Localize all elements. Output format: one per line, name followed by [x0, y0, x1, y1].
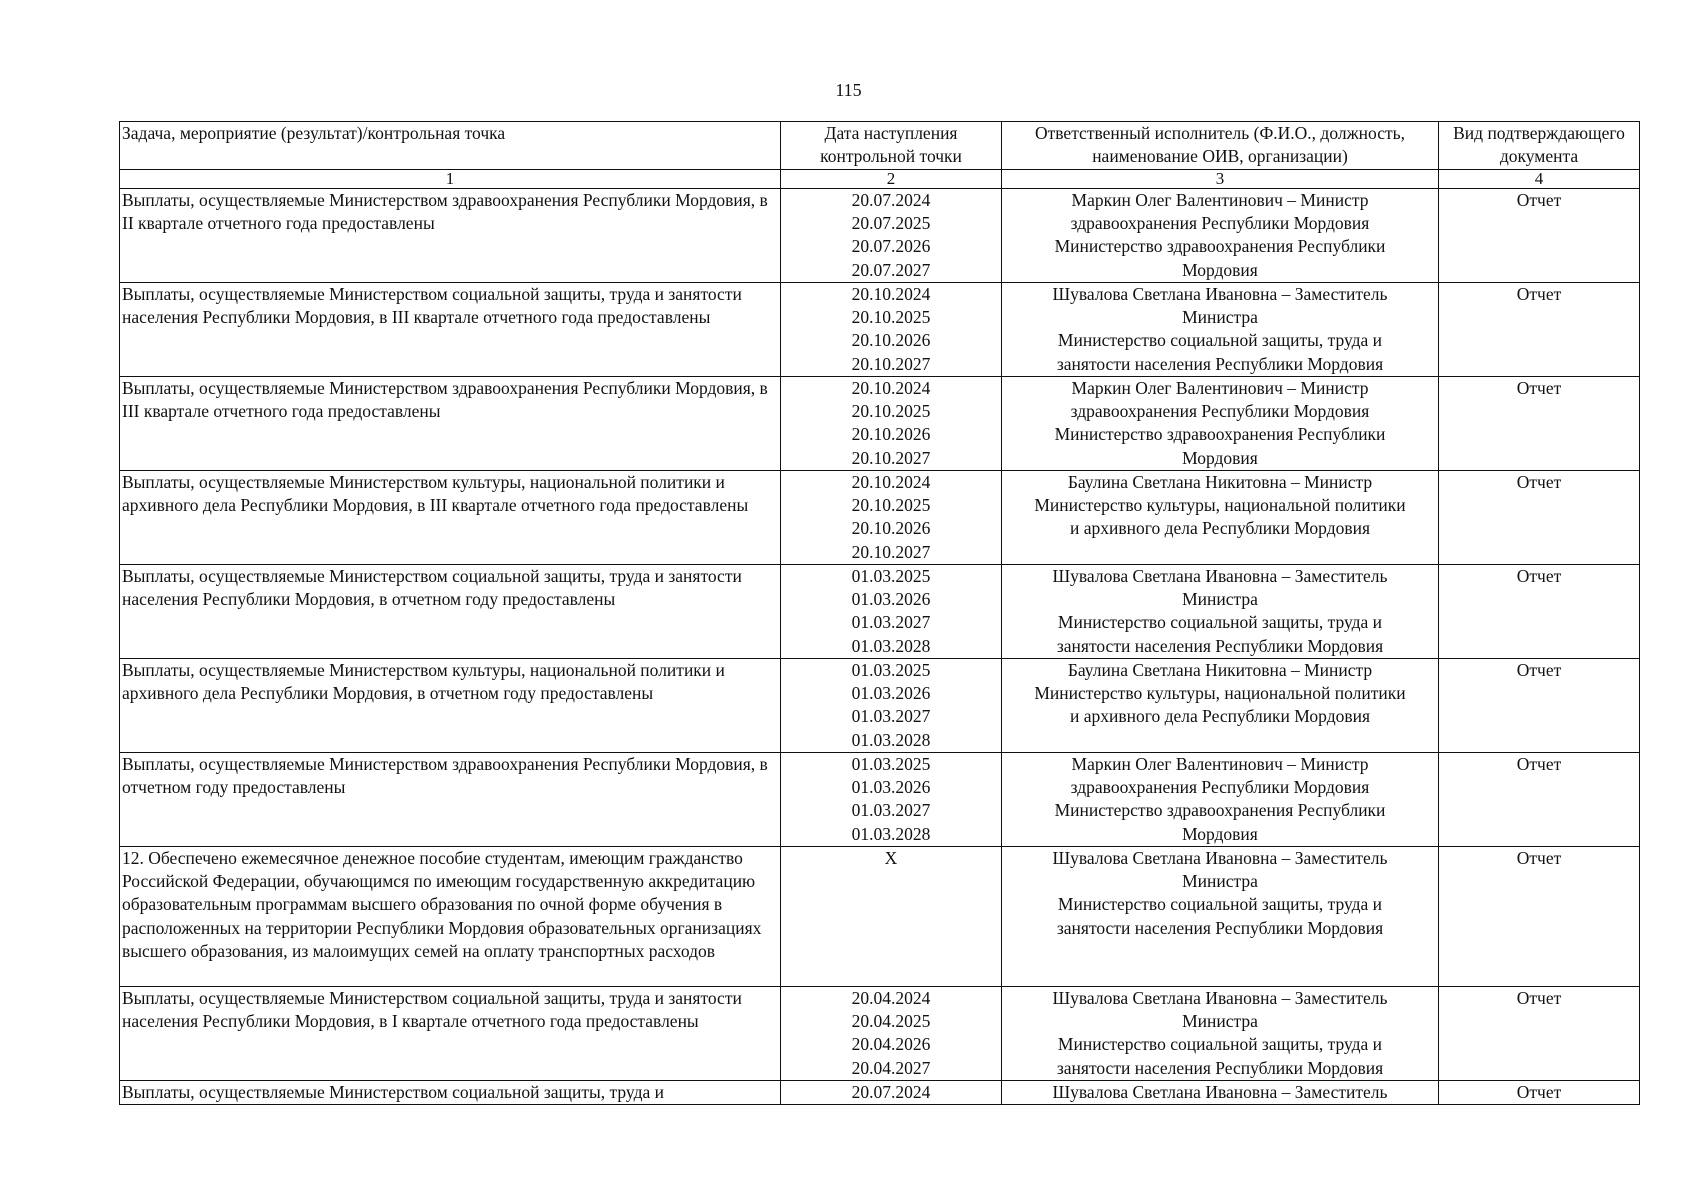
executor-line: Маркин Олег Валентинович – Министр: [1071, 754, 1369, 774]
header-executor: Ответственный исполнитель (Ф.И.О., должность, наименование ОИВ, организации): [1002, 122, 1439, 170]
executor-cell: [1002, 847, 1439, 987]
control-date: 01.03.2028: [851, 635, 931, 656]
control-date: 01.03.2027: [851, 706, 931, 727]
control-date: 20.07.2024: [851, 190, 931, 210]
executor-line: Министра: [1182, 871, 1258, 892]
executor-line: Шувалова Светлана Ивановна – Заместитель: [1052, 284, 1388, 304]
task-cell: Выплаты, осуществляемые Министерством здравоохранения Республики Мордовия, в отчетном году предоставлены: [120, 753, 781, 847]
control-date: 01.03.2027: [851, 800, 931, 821]
document-type-cell: Отчет: [1439, 377, 1640, 471]
executor-line: Баулина Светлана Никитовна – Министр: [1067, 660, 1373, 680]
executor-line: Шувалова Светлана Ивановна – Заместитель: [1052, 988, 1388, 1008]
executor-cell: [1002, 753, 1439, 847]
executor-line: Шувалова Светлана Ивановна – Заместитель: [1052, 1082, 1388, 1102]
table-row: [120, 987, 1640, 1081]
executor-line: Министерство социальной защиты, труда и: [1057, 894, 1383, 915]
executor-line: Мордовия: [1182, 259, 1258, 280]
executor-line: Баулина Светлана Никитовна – Министр: [1067, 472, 1373, 492]
table-header-row: [120, 122, 1640, 170]
executor-line: Министерство культуры, национальной политики: [1034, 683, 1406, 704]
task-cell: Выплаты, осуществляемые Министерством социальной защиты, труда и занятости населения Республики Мордовия, в III квартале отчетного года предоставлены: [120, 283, 781, 377]
executor-line: и архивного дела Республики Мордовия: [1069, 518, 1371, 539]
executor-line: Маркин Олег Валентинович – Министр: [1071, 378, 1369, 398]
control-date: 20.10.2026: [851, 518, 931, 539]
date-cell: [781, 471, 1002, 565]
control-date: 20.10.2025: [851, 495, 931, 516]
table-row: [120, 1081, 1640, 1105]
control-date: 20.07.2024: [851, 1082, 931, 1102]
executor-line: Министерство культуры, национальной политики: [1034, 495, 1406, 516]
task-cell: Выплаты, осуществляемые Министерством культуры, национальной политики и архивного дела Республики Мордовия, в III квартале отчетного года предоставлены: [120, 471, 781, 565]
header-document: Вид подтверждающего документа: [1439, 122, 1640, 170]
control-date: 20.10.2027: [851, 353, 931, 374]
document-type-cell: Отчет: [1439, 189, 1640, 283]
executor-line: занятости населения Республики Мордовия: [1056, 353, 1384, 374]
table-row: [120, 847, 1640, 987]
control-date: 20.04.2025: [851, 1011, 931, 1032]
executor-line: и архивного дела Республики Мордовия: [1069, 706, 1371, 727]
date-cell: [781, 659, 1002, 753]
table-body: [120, 189, 1640, 1105]
control-date: 20.10.2027: [851, 447, 931, 468]
executor-line: Министерство здравоохранения Республики: [1054, 800, 1386, 821]
control-date: 01.03.2025: [851, 754, 931, 774]
column-number: 3: [1002, 170, 1439, 189]
document-type-cell: Отчет: [1439, 847, 1640, 987]
task-cell: Выплаты, осуществляемые Министерством культуры, национальной политики и архивного дела Республики Мордовия, в отчетном году предоставлены: [120, 659, 781, 753]
control-date: 20.10.2027: [851, 541, 931, 562]
executor-cell: [1002, 377, 1439, 471]
executor-line: занятости населения Республики Мордовия: [1056, 917, 1384, 938]
control-date: 01.03.2026: [851, 683, 931, 704]
control-date: 20.10.2025: [851, 401, 931, 422]
date-cell: [781, 377, 1002, 471]
control-date: 20.10.2026: [851, 424, 931, 445]
table-row: [120, 283, 1640, 377]
column-numbers-row: [120, 170, 1640, 189]
document-type-cell: Отчет: [1439, 753, 1640, 847]
task-cell: Выплаты, осуществляемые Министерством социальной защиты, труда и: [120, 1081, 781, 1105]
executor-line: Министра: [1182, 1011, 1258, 1032]
table-row: [120, 565, 1640, 659]
task-cell: Выплаты, осуществляемые Министерством здравоохранения Республики Мордовия, в III квартале отчетного года предоставлены: [120, 377, 781, 471]
executor-cell: [1002, 283, 1439, 377]
task-cell: Выплаты, осуществляемые Министерством социальной защиты, труда и занятости населения Республики Мордовия, в отчетном году предоставлены: [120, 565, 781, 659]
executor-cell: [1002, 189, 1439, 283]
column-number: 4: [1439, 170, 1640, 189]
control-date: 01.03.2028: [851, 823, 931, 844]
executor-line: Мордовия: [1182, 823, 1258, 844]
task-cell: 12. Обеспечено ежемесячное денежное пособие студентам, имеющим гражданство Российской Федерации, обучающимся по имеющим государственную аккредитацию образовательным программам высшего образования по очной форме обучения в расположенных на территории Республики Мордовия образовательных организациях высшего образования, из малоимущих семей на оплату транспортных расходов: [120, 847, 781, 987]
date-cell: [781, 1081, 1002, 1105]
control-date: 01.03.2028: [851, 729, 931, 750]
executor-line: Маркин Олег Валентинович – Министр: [1071, 190, 1369, 210]
executor-line: занятости населения Республики Мордовия: [1056, 1057, 1384, 1078]
executor-line: здравоохранения Республики Мордовия: [1070, 213, 1370, 234]
executor-line: Министерство социальной защиты, труда и: [1057, 330, 1383, 351]
control-date: 01.03.2027: [851, 612, 931, 633]
executor-line: Министерство социальной защиты, труда и: [1057, 1034, 1383, 1055]
table-row: [120, 659, 1640, 753]
date-cell: [781, 847, 1002, 987]
executor-cell: [1002, 987, 1439, 1081]
table-row: [120, 753, 1640, 847]
control-points-table: [119, 121, 1640, 1105]
control-date: 20.07.2025: [851, 213, 931, 234]
date-cell: [781, 565, 1002, 659]
executor-line: Министерство социальной защиты, труда и: [1057, 612, 1383, 633]
control-date: 20.10.2024: [851, 472, 931, 492]
control-date: 20.04.2026: [851, 1034, 931, 1055]
control-date: 20.10.2025: [851, 307, 931, 328]
control-date: X: [884, 848, 898, 868]
control-date: 20.10.2026: [851, 330, 931, 351]
document-type-cell: Отчет: [1439, 471, 1640, 565]
control-date: 20.07.2026: [851, 236, 931, 257]
executor-line: Министра: [1182, 307, 1258, 328]
executor-line: Министерство здравоохранения Республики: [1054, 236, 1386, 257]
date-cell: [781, 283, 1002, 377]
executor-line: занятости населения Республики Мордовия: [1056, 635, 1384, 656]
document-type-cell: Отчет: [1439, 1081, 1640, 1105]
executor-line: здравоохранения Республики Мордовия: [1070, 777, 1370, 798]
date-cell: [781, 987, 1002, 1081]
control-date: 20.04.2027: [851, 1057, 931, 1078]
control-date: 01.03.2025: [851, 566, 931, 586]
executor-cell: [1002, 1081, 1439, 1105]
control-date: 20.10.2024: [851, 284, 931, 304]
executor-cell: [1002, 565, 1439, 659]
column-number: 2: [781, 170, 1002, 189]
date-cell: [781, 189, 1002, 283]
column-number: 1: [120, 170, 781, 189]
control-date: 01.03.2026: [851, 589, 931, 610]
task-cell: Выплаты, осуществляемые Министерством социальной защиты, труда и занятости населения Республики Мордовия, в I квартале отчетного года предоставлены: [120, 987, 781, 1081]
page-number: 115: [835, 80, 862, 100]
control-date: 20.10.2024: [851, 378, 931, 398]
executor-line: Мордовия: [1182, 447, 1258, 468]
table-row: [120, 189, 1640, 283]
executor-line: Шувалова Светлана Ивановна – Заместитель: [1052, 566, 1388, 586]
table-row: [120, 377, 1640, 471]
document-type-cell: Отчет: [1439, 565, 1640, 659]
document-type-cell: Отчет: [1439, 987, 1640, 1081]
executor-cell: [1002, 659, 1439, 753]
control-date: 01.03.2025: [851, 660, 931, 680]
document-type-cell: Отчет: [1439, 659, 1640, 753]
executor-line: Министра: [1182, 589, 1258, 610]
executor-line: Министерство здравоохранения Республики: [1054, 424, 1386, 445]
document-type-cell: Отчет: [1439, 283, 1640, 377]
header-date: Дата наступления контрольной точки: [781, 122, 1002, 170]
control-date: 01.03.2026: [851, 777, 931, 798]
executor-cell: [1002, 471, 1439, 565]
header-task: Задача, мероприятие (результат)/контрольная точка: [120, 122, 781, 170]
executor-line: здравоохранения Республики Мордовия: [1070, 401, 1370, 422]
executor-line: Шувалова Светлана Ивановна – Заместитель: [1052, 848, 1388, 868]
task-cell: Выплаты, осуществляемые Министерством здравоохранения Республики Мордовия, в II квартале отчетного года предоставлены: [120, 189, 781, 283]
control-date: 20.04.2024: [851, 988, 931, 1008]
control-date: 20.07.2027: [851, 259, 931, 280]
date-cell: [781, 753, 1002, 847]
table-row: [120, 471, 1640, 565]
